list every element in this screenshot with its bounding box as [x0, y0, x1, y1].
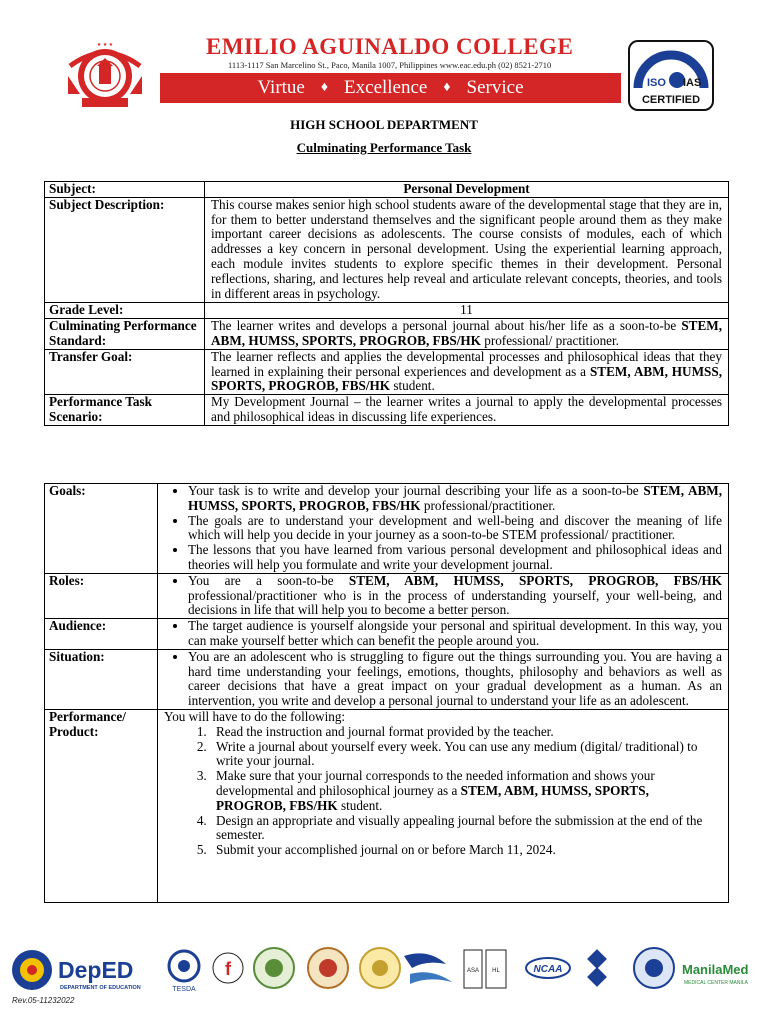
ias-mark: IAS [683, 77, 702, 89]
partner-logo [213, 953, 243, 983]
list-item: • You are an adolescent who is struggling to figure out the things surrounding you. You are having a hard time understanding your feelings, emotions, thoughts, philosophy and behaviors as well as career decisions that have a great impact on your gradual development as a human. As an intervention, you write and develop a personal journal to understand your life as an adolescent. [188, 650, 722, 709]
list-item: • The target audience is yourself alongside your personal and spiritual development. In this way, you can make yourself better which can benefit the people around you. [188, 619, 722, 649]
college-seal-logo [62, 36, 148, 112]
situation-value [158, 649, 729, 709]
table-row [45, 319, 729, 350]
motto-bar [160, 73, 621, 103]
strands-text: STEM, ABM, HUMSS, SPORTS, PROGROB, FBS/HK [211, 318, 723, 348]
strands-text: STEM, ABM, HUMSS, SPORTS, PROGROB, FBS/HK [216, 782, 649, 813]
scenario-value: My Development Journal – the learner writes a journal to apply the developmental processes and philosophical ideas in discussing life experiences. [205, 395, 729, 426]
transfer-goal-label: Transfer Goal: [45, 349, 205, 394]
transfer-text-end: student. [393, 378, 435, 394]
scenario-label: Performance Task Scenario: [45, 395, 205, 426]
deped-wordmark: DepED [58, 957, 134, 983]
asa-logo [464, 950, 506, 988]
description-label: Subject Description: [45, 197, 205, 303]
goals-label: Goals: [45, 484, 158, 574]
list-item: • The goals are to understand your development and well-being and discover the meaning of life which will help you decide in your journey as a soon-to-be STEM professional/ practitioner. [188, 514, 722, 544]
hl-label: HL [492, 968, 500, 974]
goal-text: Your task is to write and develop your journal describing your life as a soon-to-be [188, 483, 639, 498]
strands-text: STEM, ABM, HUMSS, SPORTS, PROGROB, FBS/HK [348, 572, 723, 588]
situation-label: Situation: [45, 649, 158, 709]
ncaa-label: NCAA [533, 964, 563, 975]
deped-logo [58, 957, 141, 991]
transfer-goal-value [205, 349, 729, 394]
table-row [45, 709, 729, 902]
goal-text-end: professional/practitioner. [423, 497, 556, 513]
table-row [45, 349, 729, 394]
audience-label: Audience: [45, 619, 158, 650]
motto-excellence: Excellence [344, 77, 428, 98]
manilamed-subtitle: MEDICAL CENTER MANILA [684, 980, 748, 986]
list-item [210, 769, 722, 813]
department-heading: HIGH SCHOOL DEPARTMENT [290, 117, 478, 132]
motto-virtue: Virtue [257, 77, 305, 98]
partner-seal-logo [634, 948, 674, 988]
table-row [45, 484, 729, 574]
roles-text-end: professional/practitioner who is in the process of understanding yourself, your well-being, and decisions in life that will help you to become a better person. [188, 587, 722, 618]
iso-certified-badge [628, 40, 714, 111]
roles-text: You are a soon-to-be [188, 572, 334, 588]
motto-separator: ♦ [320, 80, 329, 95]
step-text: Make sure that your journal corresponds to the needed information and shows your developmental and philosophical journey as a [216, 768, 655, 798]
motto-separator: ♦ [443, 80, 451, 95]
iso-mark: ISO [647, 77, 666, 89]
partner-logos-strip [8, 944, 764, 994]
step-text-end: student. [340, 797, 383, 813]
svg-text:★ ★ ★: ★ ★ ★ [96, 42, 114, 48]
product-intro: You will have to do the following: [164, 708, 346, 724]
partner-seal-logo [308, 948, 348, 988]
motto-service: Service [466, 77, 524, 98]
strands-text: STEM, ABM, HUMSS, SPORTS, PROGROB, FBS/HK [188, 483, 723, 513]
standard-label: Culminating Performance Standard: [45, 319, 205, 350]
list-item [188, 484, 722, 514]
college-name: EMILIO AGUINALDO COLLEGE [206, 34, 574, 59]
manilamed-logo [682, 962, 749, 986]
tesda-logo [169, 951, 199, 993]
table-row [45, 182, 729, 198]
certified-label: CERTIFIED [641, 94, 701, 106]
standard-text-end: professional/ practitioner. [484, 332, 619, 348]
audience-value [158, 619, 729, 650]
partner-seal-logo [254, 948, 294, 988]
task-title: Culminating Performance Task [296, 140, 472, 155]
deped-seal-logo [12, 950, 52, 990]
ncaa-logo [526, 958, 570, 978]
table-row [45, 395, 729, 426]
subject-label: Subject: [45, 182, 205, 198]
standard-value [205, 319, 729, 350]
roles-value [158, 573, 729, 618]
table-row [45, 619, 729, 650]
partner-seal-logo [360, 948, 400, 988]
goals-value [158, 484, 729, 574]
list-item: 1. Read the instruction and journal format provided by the teacher. [210, 725, 722, 740]
standard-text: The learner writes and develops a personal journal about his/her life as a soon-to-be [211, 318, 677, 334]
grasps-table [44, 483, 729, 903]
list-item: 2. Write a journal about yourself every week. You can use any medium (digital/ traditional) to write your journal. [210, 740, 722, 770]
list-item: • The lessons that you have learned from various personal development and philosophical ideas and theories will help you formulate and write your development journal. [188, 543, 722, 573]
tesda-label: TESDA [172, 986, 196, 993]
revision-code: Rev.05-11232022 [12, 996, 75, 1005]
svg-text:f: f [225, 959, 231, 979]
description-value: This course makes senior high school students aware of the developmental stage that they are in, for them to better understand themselves and the significant people around them as they make important career decisions as adolescents. The course consists of modules, each of which addresses a key concern in personal development. Using the experiential learning approach, each module invites students to explore specific themes in their development. Personal reflections, sharing, and lectures help reveal and articulate relevant concepts, theories, and tools in different areas in psychology. [205, 197, 729, 303]
product-label: Performance/ Product: [45, 709, 158, 902]
subject-info-table [44, 181, 729, 426]
product-value [158, 709, 729, 902]
grade-value: 11 [205, 303, 729, 319]
transfer-text: The learner reflects and applies the developmental processes and philosophical ideas that they learned in explaining their personal experiences and development as a [211, 348, 722, 379]
asa-label: ASA [466, 968, 480, 974]
list-item [188, 574, 722, 618]
subject-value: Personal Development [205, 182, 729, 198]
table-row [45, 303, 729, 319]
table-row [45, 197, 729, 303]
table-row [45, 573, 729, 618]
college-address: 1113-1117 San Marcelino St., Paco, Manila 1007, Philippines www.eac.edu.ph (02) 8521-2710 [228, 60, 552, 70]
strands-text: STEM, ABM, HUMSS, SPORTS, PROGROB, FBS/HK [211, 363, 722, 394]
list-item: 4. Design an appropriate and visually appealing journal before the submission at the end of the semester. [210, 814, 722, 844]
partner-logo [404, 953, 452, 984]
table-row [45, 649, 729, 709]
grade-label: Grade Level: [45, 303, 205, 319]
manilamed-wordmark: ManilaMed [682, 962, 749, 977]
list-item: 5. Submit your accomplished journal on or before March 11, 2024. [210, 843, 722, 858]
deped-subtitle: DEPARTMENT OF EDUCATION [60, 985, 141, 991]
partner-logo [587, 949, 607, 987]
roles-label: Roles: [45, 573, 158, 618]
